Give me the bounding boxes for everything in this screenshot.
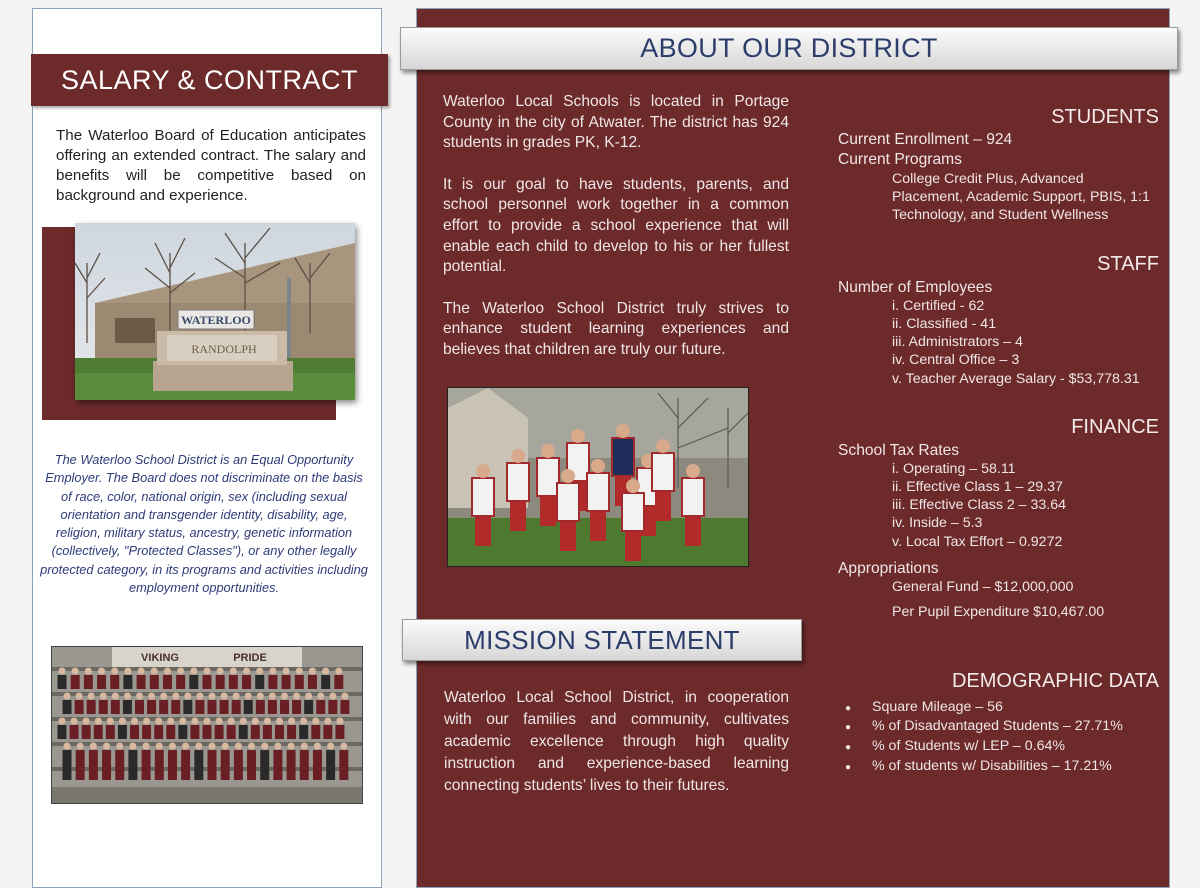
current-programs-label: Current Programs — [838, 151, 962, 168]
banner-text-pride: PRIDE — [233, 652, 267, 664]
equal-opportunity-statement: The Waterloo School District is an Equal Opportunity Employer. The Board does not discriminate on the basis of race, color, national origin, sex (including sexual orientation and transgender identity, disability, age, religion, military status, ancestry, genetic information (collectively, "Protected Classes"), or any other legally protected category, in its programs and activities including employment opportunities. — [40, 452, 368, 596]
about-paragraph-1: Waterloo Local Schools is located in Portage County in the city of Atwater. The district has 924 students in grades PK, K-12. — [443, 93, 789, 152]
demographic-item: % of Disadvantaged Students – 27.71% — [872, 718, 1123, 734]
programs-line-2: Placement, Academic Support, PBIS, 1:1 — [892, 189, 1150, 205]
tax-item: iii. Effective Class 2 – 33.64 — [892, 497, 1067, 513]
salary-description: The Waterloo Board of Education anticipates offering an extended contract. The salary and benefits will be competitive based on background and experience. — [56, 127, 366, 204]
about-paragraph-3: The Waterloo School District truly strives to enhance student learning experiences and believes that children are truly our future. — [443, 299, 789, 358]
bullet-icon: ● — [845, 722, 852, 733]
employees-label: Number of Employees — [838, 279, 993, 296]
salary-contract-heading: SALARY & CONTRACT — [31, 54, 388, 106]
school-sign-photo — [75, 223, 355, 400]
sign-text-randolph: RANDOLPH — [191, 342, 257, 356]
demographic-heading: DEMOGRAPHIC DATA — [951, 670, 1159, 692]
rugby-team-photo — [447, 387, 749, 567]
about-paragraph-2: It is our goal to have students, parents, and school personnel work together in a common effort to provide a school experience that will enable each child to develop to his or her fullest potential. — [443, 175, 789, 276]
band-photo-illustration — [52, 647, 362, 803]
tax-item: ii. Effective Class 1 – 29.37 — [892, 479, 1063, 495]
demographic-item: Square Mileage – 56 — [872, 699, 1003, 715]
staff-item: iv. Central Office – 3 — [892, 352, 1020, 368]
general-fund: General Fund – $12,000,000 — [892, 579, 1074, 595]
current-enrollment: Current Enrollment – 924 — [838, 131, 1013, 148]
sign-text-waterloo: WATERLOO — [181, 313, 251, 327]
programs-line-3: Technology, and Student Wellness — [892, 207, 1109, 223]
staff-item: ii. Classified - 41 — [892, 316, 997, 332]
tax-item: i. Operating – 58.11 — [892, 461, 1016, 477]
finance-heading: FINANCE — [1071, 416, 1159, 438]
bullet-icon: ● — [845, 703, 852, 714]
students-heading: STUDENTS — [1051, 106, 1159, 128]
programs-line-1: College Credit Plus, Advanced — [892, 171, 1084, 187]
mission-statement-heading: MISSION STATEMENT — [402, 619, 802, 661]
staff-item: i. Certified - 62 — [892, 298, 985, 314]
tax-item: v. Local Tax Effort – 0.9272 — [892, 534, 1063, 550]
bullet-icon: ● — [845, 742, 852, 753]
tax-item: iv. Inside – 5.3 — [892, 515, 983, 531]
banner-text-viking: VIKING — [141, 652, 179, 664]
rugby-photo-illustration — [448, 388, 748, 566]
appropriations-label: Appropriations — [838, 560, 939, 577]
about-district-heading: ABOUT OUR DISTRICT — [400, 27, 1178, 70]
bullet-icon: ● — [845, 762, 852, 773]
about-district-text — [443, 92, 789, 382]
staff-heading: STAFF — [1097, 253, 1159, 275]
staff-item: iii. Administrators – 4 — [892, 334, 1023, 350]
demographic-item: % of students w/ Disabilities – 17.21% — [872, 758, 1112, 774]
per-pupil-expenditure: Per Pupil Expenditure $10,467.00 — [892, 604, 1105, 620]
tax-rates-label: School Tax Rates — [838, 442, 960, 459]
mission-statement-text: Waterloo Local School District, in cooperation with our families and community, cultivates academic excellence through high quality instruction and experience-based learning connecting students’ lives to their futures. — [444, 689, 789, 794]
school-sign-illustration — [75, 223, 355, 400]
demographic-item: % of Students w/ LEP – 0.64% — [872, 738, 1065, 754]
band-group-photo — [51, 646, 363, 804]
staff-item: v. Teacher Average Salary - $53,778.31 — [892, 371, 1140, 387]
